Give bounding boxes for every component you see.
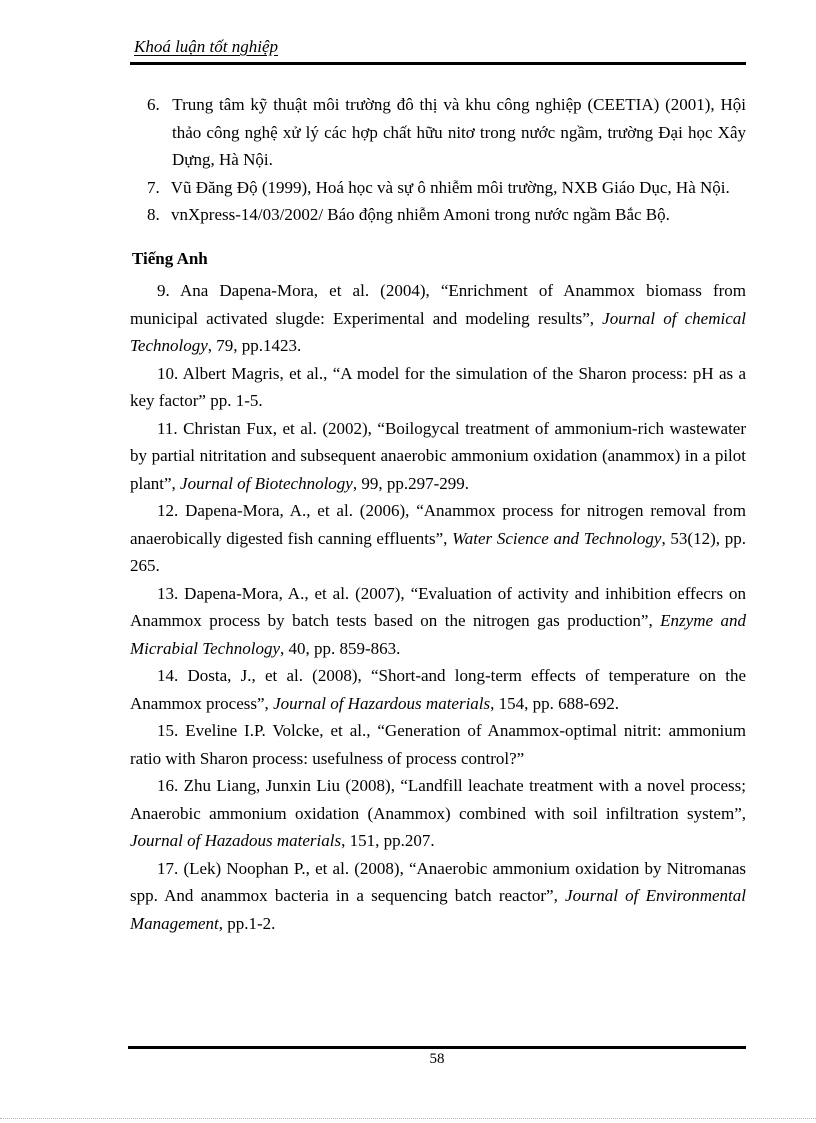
page-header xyxy=(130,36,746,65)
reference-text: Zhu Liang, Junxin Liu (2008), “Landfill leachate treatment with a novel process; Anaerobic ammonium oxidation (Anammox) combined with soil infiltration system”, xyxy=(130,776,747,823)
page-content xyxy=(130,36,746,937)
page-footer xyxy=(128,1046,746,1068)
reference-text: Trung tâm kỹ thuật môi trường đô thị và khu công nghiệp (CEETIA) (2001), Hội thảo công nghệ xử lý các hợp chất hữu nitơ trong nước ngầm, trường Đại học Xây Dựng, Hà Nội. xyxy=(172,95,746,169)
english-reference-list xyxy=(130,277,746,937)
reference-number: 14. xyxy=(157,666,179,685)
reference-number: 13. xyxy=(157,583,179,603)
reference-text: Vũ Đăng Độ (1999), Hoá học và sự ô nhiễm môi trường, NXB Giáo Dục, Hà Nội. xyxy=(170,177,730,197)
reference-text: Dosta, J., et al. (2008), “Short-and long-term effects of temperature on the Anammox process”, xyxy=(130,666,747,713)
reference-item xyxy=(130,415,746,498)
reference-text: Ana Dapena-Mora, et al. (2004), “Enrichment of Anammox biomass from municipal activated slugde: Experimental and modeling results”, xyxy=(130,281,746,328)
footer-rule xyxy=(128,1046,746,1049)
reference-text: , 154, pp. 688-692. xyxy=(490,693,620,713)
reference-item xyxy=(130,201,746,229)
journal-title: Journal of chemical Technology xyxy=(130,308,746,355)
journal-title: Journal of Environmental Management xyxy=(130,886,746,933)
vietnamese-reference-list xyxy=(130,91,746,229)
reference-item xyxy=(130,277,746,360)
reference-item xyxy=(130,174,746,202)
reference-number: 6. xyxy=(147,95,160,114)
reference-text: , 40, pp. 859-863. xyxy=(280,638,401,658)
journal-title: Journal of Biotechnology xyxy=(180,473,353,493)
reference-text: (Lek) Noophan P., et al. (2008), “Anaerobic ammonium oxidation by Nitromanas spp. And anammox bacteria in a sequencing batch reactor”, xyxy=(130,858,746,905)
journal-title: Journal of Hazadous materials xyxy=(130,831,342,850)
references-body xyxy=(130,91,746,937)
reference-text: Christan Fux, et al. (2002), “Boilogycal treatment of ammonium-rich wastewater by partial nitritation and subsequent anaerobic ammonium oxidation (anammox) in a pilot plant”, xyxy=(130,418,747,493)
header-title: Khoá luận tốt nghiệp xyxy=(134,37,279,56)
section-heading: Tiếng Anh xyxy=(132,248,208,268)
reference-item xyxy=(130,91,746,174)
reference-text: Eveline I.P. Volcke, et al., “Generation of Anammox-optimal nitrit: ammonium ratio with Sharon process: usefulness of process control?” xyxy=(130,721,747,768)
reference-item xyxy=(130,360,746,415)
bottom-dotted-line xyxy=(0,1118,816,1119)
header-rule xyxy=(130,62,746,65)
reference-text: , 79, pp.1423. xyxy=(207,336,302,355)
reference-item xyxy=(130,717,746,772)
reference-text: Albert Magris, et al., “A model for the simulation of the Sharon process: pH as a key factor” pp. 1-5. xyxy=(130,363,747,410)
reference-text: , 151, pp.207. xyxy=(341,831,435,850)
reference-text: , 53(12), pp. 265. xyxy=(130,528,746,575)
reference-item xyxy=(130,580,746,663)
journal-title: Water Science and Technology xyxy=(452,528,662,548)
reference-text: vnXpress-14/03/2002/ Báo động nhiễm Amoni trong nước ngầm Bắc Bộ. xyxy=(171,205,670,224)
reference-number: 7. xyxy=(147,177,160,197)
reference-item xyxy=(130,855,746,938)
reference-item xyxy=(130,497,746,580)
reference-text: , pp.1-2. xyxy=(218,913,276,933)
journal-title: Enzyme and Micrabial Technology xyxy=(130,611,746,658)
reference-number: 10. xyxy=(157,363,179,383)
reference-number: 8. xyxy=(147,205,160,224)
reference-item xyxy=(130,772,746,855)
reference-number: 17. xyxy=(157,858,179,878)
journal-title: Journal of Hazardous materials xyxy=(273,693,491,713)
reference-text: , 99, pp.297-299. xyxy=(352,473,470,493)
reference-text: Dapena-Mora, A., et al. (2006), “Anammox process for nitrogen removal from anaerobically digested fish canning effluents”, xyxy=(130,501,746,548)
reference-number: 12. xyxy=(157,501,179,520)
reference-number: 9. xyxy=(157,281,170,300)
reference-number: 16. xyxy=(157,776,179,795)
reference-text: Dapena-Mora, A., et al. (2007), “Evaluation of activity and inhibition effecrs on Anammox process by batch tests based on the nitrogen gas production”, xyxy=(130,583,746,630)
page-number: 58 xyxy=(429,1051,445,1067)
reference-number: 11. xyxy=(157,418,178,438)
reference-item xyxy=(130,662,746,717)
reference-number: 15. xyxy=(157,721,179,740)
